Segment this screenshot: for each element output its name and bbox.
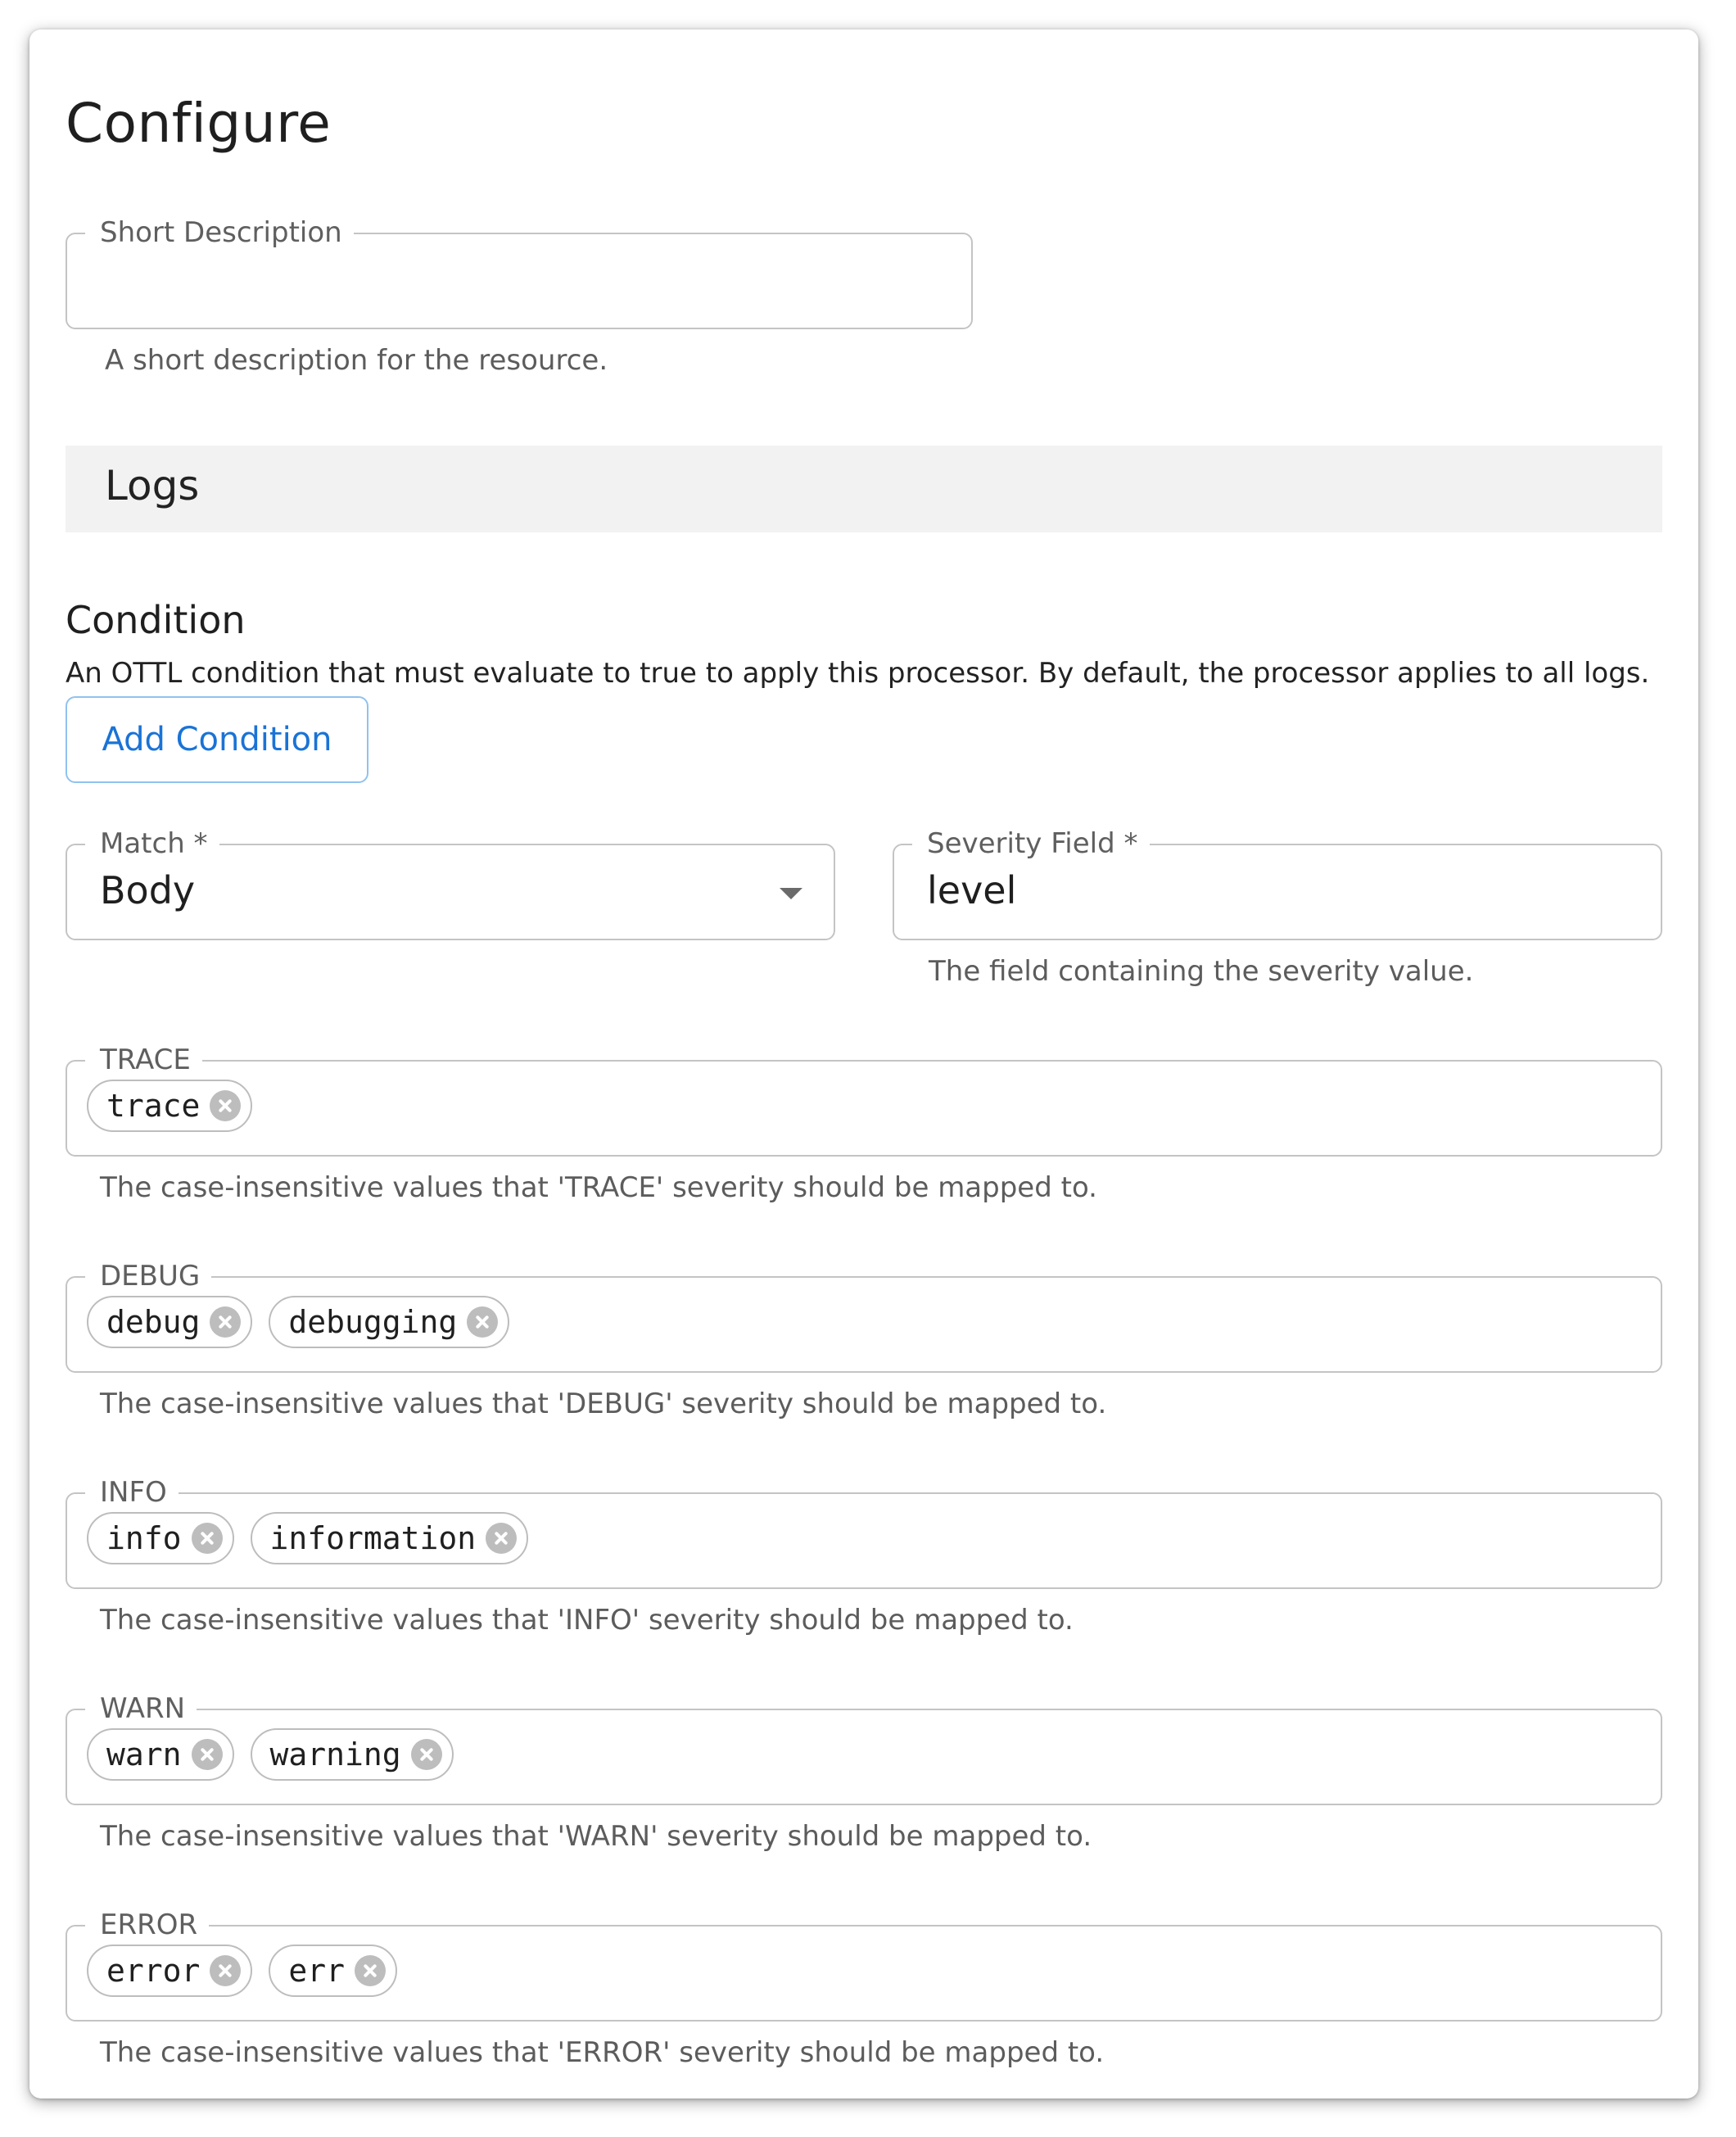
severity-field-value[interactable]: level bbox=[927, 868, 1017, 912]
dropdown-arrow-icon[interactable] bbox=[780, 888, 802, 899]
add-condition-label: Add Condition bbox=[102, 721, 332, 758]
info-mapping-label: INFO bbox=[85, 1472, 179, 1513]
debug-mapping-field[interactable] bbox=[66, 1260, 1662, 1373]
debugging-chip[interactable] bbox=[269, 1296, 509, 1348]
trace-chip[interactable] bbox=[87, 1080, 252, 1132]
chip-label: information bbox=[269, 1520, 477, 1556]
trace-mapping-helper: The case-insensitive values that 'TRACE' severity should be mapped to. bbox=[100, 1171, 1097, 1204]
info-mapping-helper: The case-insensitive values that 'INFO' severity should be mapped to. bbox=[100, 1604, 1074, 1637]
chip-label: info bbox=[106, 1520, 182, 1556]
warn-mapping-helper: The case-insensitive values that 'WARN' severity should be mapped to. bbox=[100, 1820, 1092, 1853]
chip-label: error bbox=[106, 1953, 201, 1989]
condition-title: Condition bbox=[66, 598, 246, 642]
information-chip[interactable] bbox=[251, 1512, 529, 1564]
short-description-field[interactable] bbox=[66, 216, 973, 329]
remove-chip-icon[interactable] bbox=[192, 1739, 223, 1770]
error-mapping-label: ERROR bbox=[85, 1904, 209, 1945]
chip-label: debugging bbox=[288, 1304, 458, 1340]
remove-chip-icon[interactable] bbox=[486, 1523, 517, 1554]
add-condition-button[interactable] bbox=[66, 696, 368, 783]
warning-chip[interactable] bbox=[251, 1728, 454, 1781]
warn-chip-list bbox=[87, 1728, 454, 1781]
logs-section-header bbox=[66, 446, 1662, 532]
page-title: Configure bbox=[66, 92, 332, 155]
remove-chip-icon[interactable] bbox=[210, 1955, 241, 1986]
chip-label: warn bbox=[106, 1736, 182, 1773]
error-mapping-field[interactable] bbox=[66, 1908, 1662, 2022]
match-label: Match * bbox=[85, 823, 219, 864]
remove-chip-icon[interactable] bbox=[210, 1306, 241, 1338]
info-chip[interactable] bbox=[87, 1512, 234, 1564]
debug-chip[interactable] bbox=[87, 1296, 252, 1348]
info-mapping-field[interactable] bbox=[66, 1476, 1662, 1589]
match-select[interactable] bbox=[66, 827, 835, 940]
short-description-label: Short Description bbox=[85, 212, 354, 253]
debug-mapping-label: DEBUG bbox=[85, 1256, 211, 1297]
err-chip[interactable] bbox=[269, 1945, 397, 1997]
chip-label: warning bbox=[269, 1736, 401, 1773]
severity-field-helper: The field containing the severity value. bbox=[929, 955, 1474, 988]
info-chip-list bbox=[87, 1512, 528, 1564]
severity-field-input[interactable] bbox=[893, 827, 1662, 940]
warn-mapping-field[interactable] bbox=[66, 1692, 1662, 1805]
remove-chip-icon[interactable] bbox=[210, 1090, 241, 1121]
chip-label: trace bbox=[106, 1088, 201, 1124]
remove-chip-icon[interactable] bbox=[411, 1739, 442, 1770]
debug-mapping-helper: The case-insensitive values that 'DEBUG' severity should be mapped to. bbox=[100, 1388, 1107, 1420]
error-chip-list bbox=[87, 1945, 397, 1997]
warn-chip[interactable] bbox=[87, 1728, 234, 1781]
match-value: Body bbox=[100, 868, 196, 912]
remove-chip-icon[interactable] bbox=[467, 1306, 498, 1338]
chip-label: err bbox=[288, 1953, 346, 1989]
warn-mapping-label: WARN bbox=[85, 1688, 197, 1729]
remove-chip-icon[interactable] bbox=[192, 1523, 223, 1554]
configure-dialog bbox=[29, 29, 1698, 2099]
remove-chip-icon[interactable] bbox=[355, 1955, 386, 1986]
severity-field-label: Severity Field * bbox=[912, 823, 1150, 864]
dialog-content bbox=[29, 29, 1698, 2099]
chip-label: debug bbox=[106, 1304, 201, 1340]
logs-section-title: Logs bbox=[105, 462, 200, 509]
debug-chip-list bbox=[87, 1296, 509, 1348]
trace-chip-list bbox=[87, 1080, 252, 1132]
error-mapping-helper: The case-insensitive values that 'ERROR' severity should be mapped to. bbox=[100, 2036, 1105, 2069]
trace-mapping-label: TRACE bbox=[85, 1039, 202, 1080]
short-description-helper: A short description for the resource. bbox=[105, 344, 608, 377]
trace-mapping-field[interactable] bbox=[66, 1044, 1662, 1157]
error-chip[interactable] bbox=[87, 1945, 252, 1997]
condition-description: An OTTL condition that must evaluate to true to apply this processor. By default, the processor applies to all logs. bbox=[66, 657, 1650, 690]
